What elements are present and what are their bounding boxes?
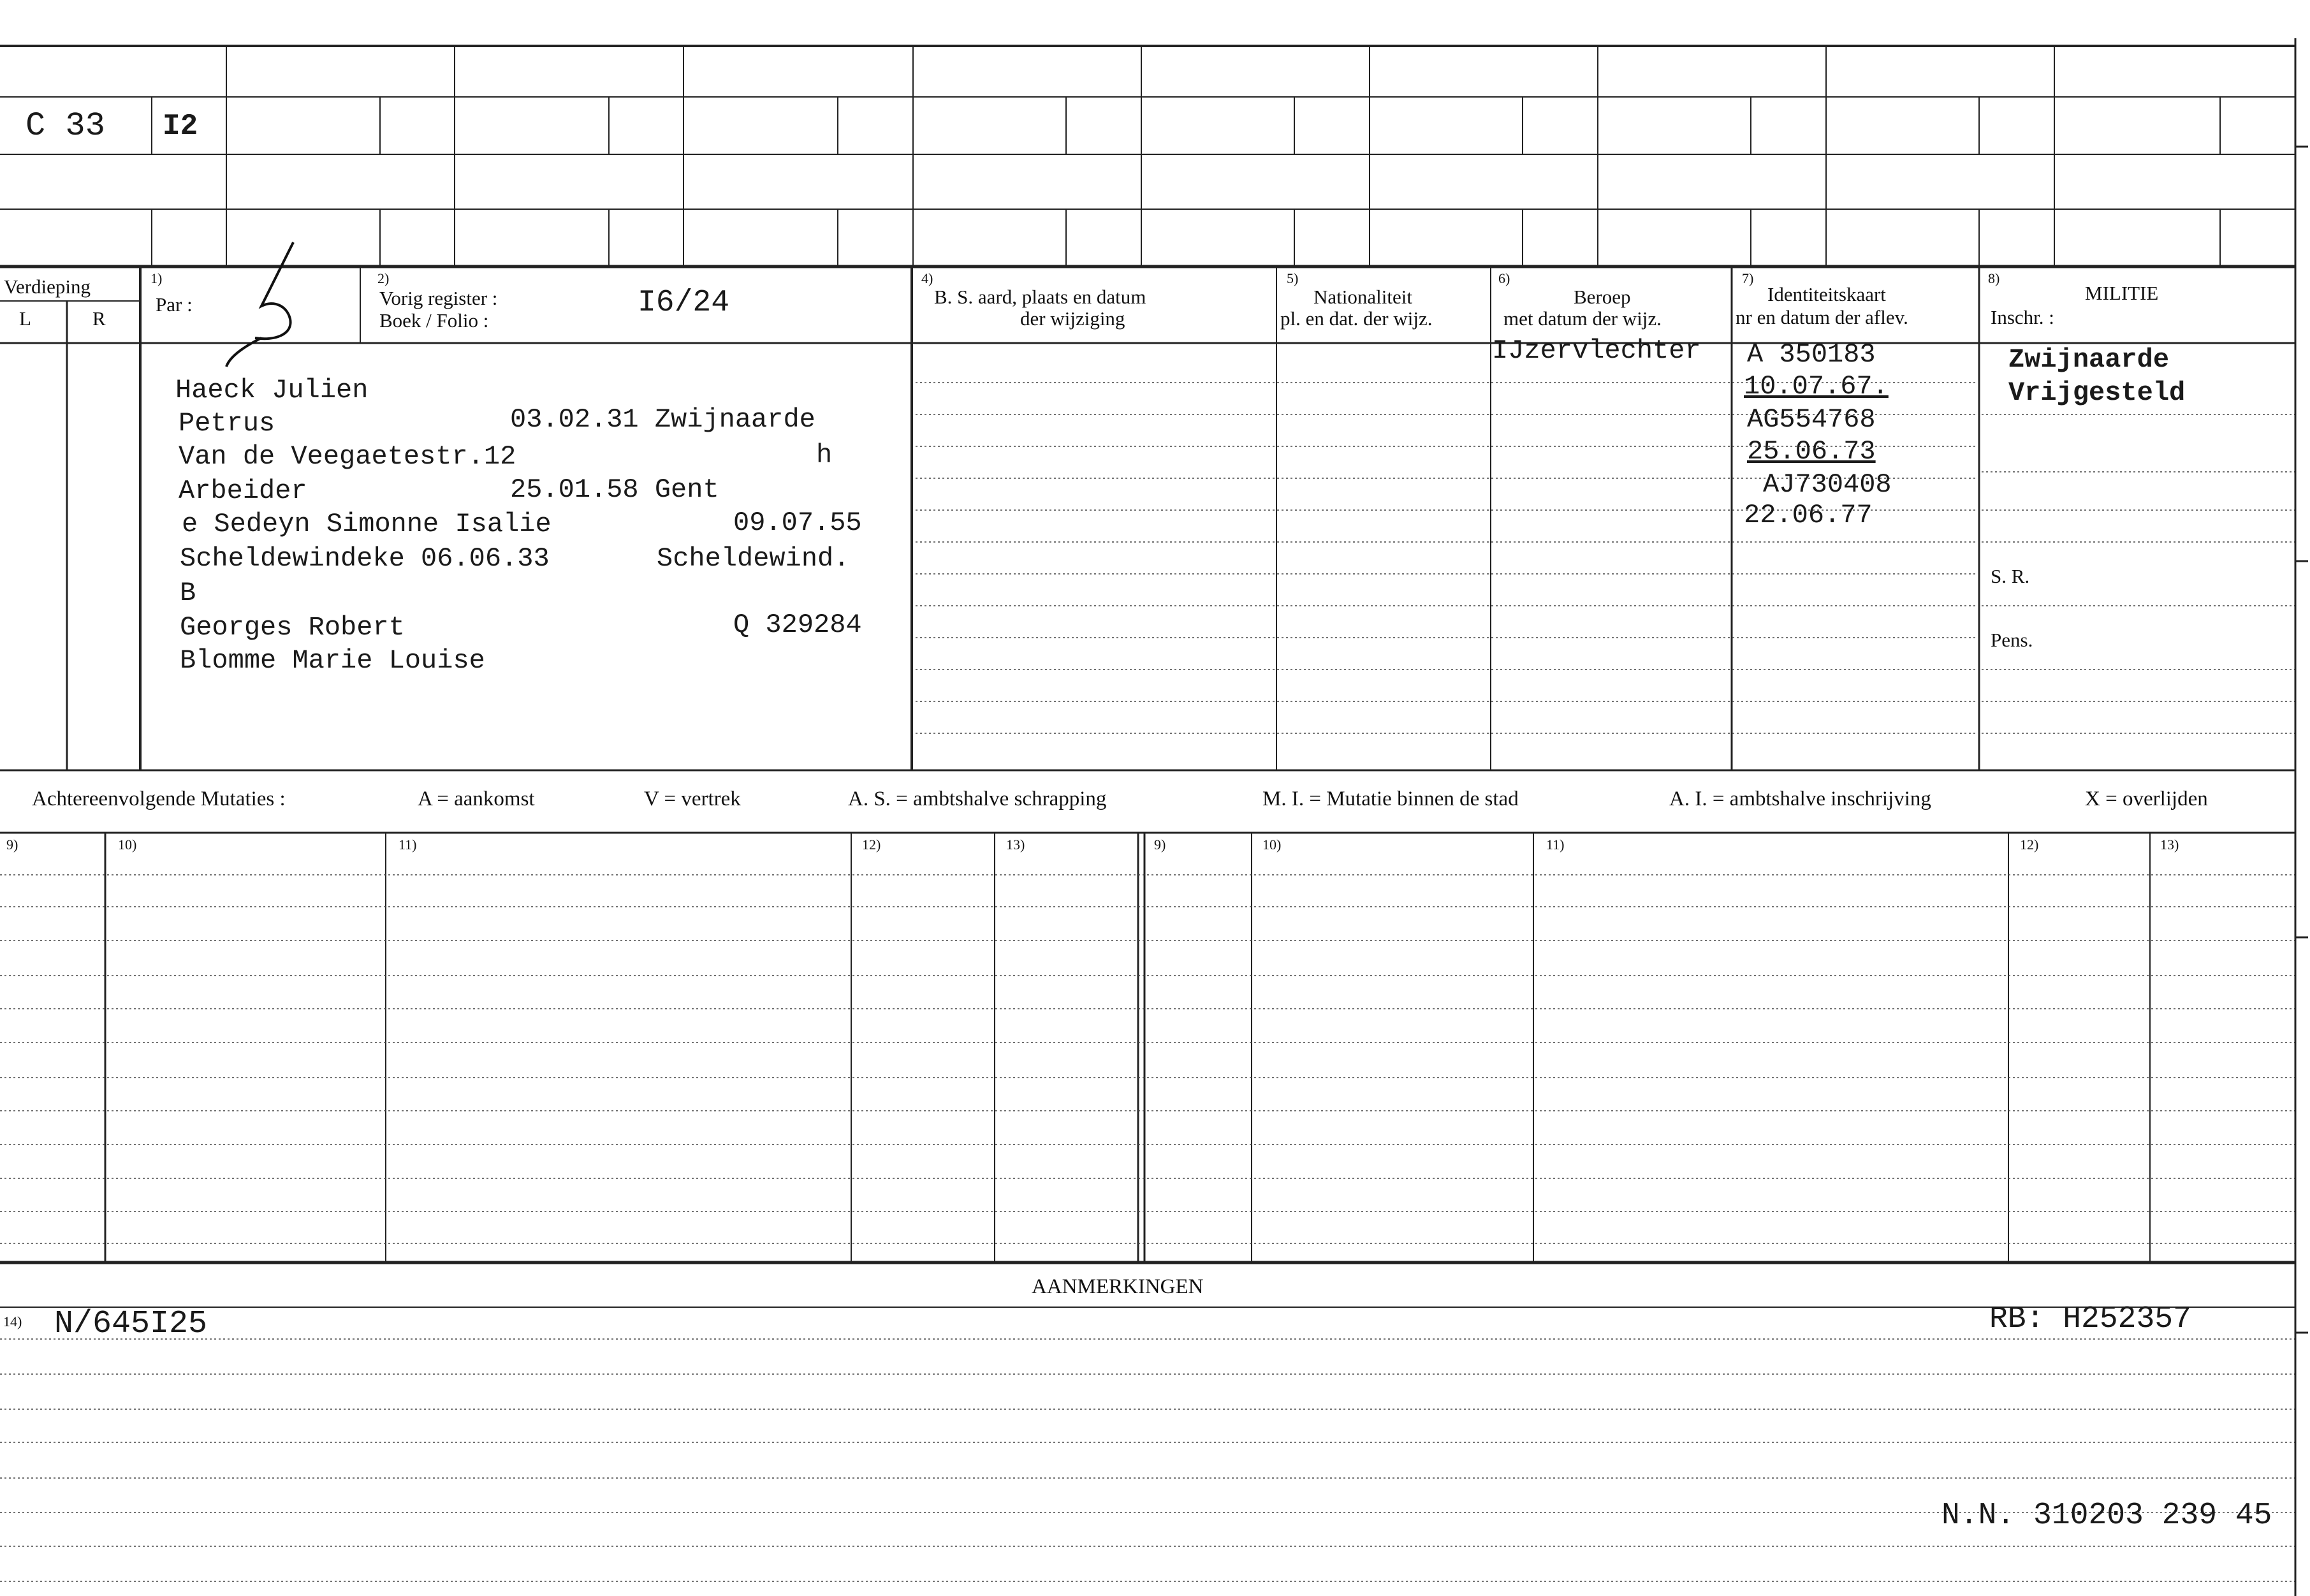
legend-vertrek: V = vertrek	[644, 787, 741, 810]
col2-number: 2)	[377, 270, 390, 286]
legend-inschrijving: A. I. = ambtshalve inschrijving	[1669, 787, 1931, 810]
person-line-7: B	[180, 578, 196, 608]
person-line-2-right: 03.02.31 Zwijnaarde	[510, 404, 815, 435]
remarks-number: 14)	[3, 1314, 22, 1329]
col7-line2: nr en datum der aflev.	[1736, 306, 1908, 328]
par-label: Par :	[156, 293, 193, 316]
pens-label: Pens.	[1991, 629, 2033, 651]
register-number: I2	[163, 110, 198, 143]
mut-right-col10: 10)	[1262, 837, 1282, 853]
person-line-4: Arbeider	[179, 476, 307, 506]
remarks-rb: RB: H252357	[1989, 1302, 2191, 1336]
boek-folio-label: Boek / Folio :	[379, 309, 489, 332]
person-line-6-right: Scheldewind.	[657, 543, 850, 574]
mut-left-col13: 13)	[1006, 837, 1025, 853]
person-line-8: Georges Robert	[180, 612, 405, 643]
person-line-2: Petrus	[179, 408, 275, 439]
person-line-9: Blomme Marie Louise	[180, 645, 485, 676]
person-line-1: Haeck Julien	[175, 375, 369, 406]
militie-title: MILITIE	[2085, 282, 2159, 304]
col4-number: 4)	[921, 270, 933, 286]
legend-title: Achtereenvolgende Mutaties :	[32, 787, 286, 810]
col6-line2: met datum der wijz.	[1503, 307, 1662, 330]
mut-left-col9: 9)	[6, 837, 18, 853]
col5-number: 5)	[1287, 270, 1299, 286]
vorig-register-label: Vorig register :	[379, 287, 498, 309]
mut-right-col9: 9)	[1154, 837, 1166, 853]
sr-label: S. R.	[1991, 565, 2030, 587]
remarks-title: AANMERKINGEN	[1032, 1275, 1204, 1298]
id-card-3: AJ730408	[1763, 469, 1892, 500]
id-card-date-3: 22.06.77	[1744, 500, 1873, 531]
remarks-code: N/645I25	[54, 1306, 208, 1342]
col1-number: 1)	[150, 270, 163, 286]
person-line-4-right: 25.01.58 Gent	[510, 474, 719, 505]
legend-schrapping: A. S. = ambtshalve schrapping	[848, 787, 1107, 810]
mut-right-col13: 13)	[2160, 837, 2179, 853]
col8-number: 8)	[1988, 270, 2000, 286]
beroep-value: IJzervlechter	[1492, 335, 1701, 366]
militie-status: Vrijgesteld	[2008, 377, 2186, 408]
verdieping-right: R	[92, 307, 106, 330]
remarks-nn: N.N. 310203 239 45	[1941, 1498, 2272, 1533]
id-card-2: AG554768	[1747, 404, 1876, 435]
legend-aankomst: A = aankomst	[418, 787, 535, 810]
militie-place: Zwijnaarde	[2008, 344, 2170, 375]
person-line-5-right: 09.07.55	[733, 508, 862, 538]
id-card-1: A 350183	[1747, 339, 1876, 370]
mut-left-col12: 12)	[862, 837, 881, 853]
person-line-6: Scheldewindeke 06.06.33	[180, 543, 550, 574]
mut-right-col12: 12)	[2020, 837, 2039, 853]
legend-overlijden: X = overlijden	[2085, 787, 2208, 810]
col4-line2: der wijziging	[1020, 307, 1125, 330]
register-code: C 33	[26, 107, 105, 145]
verdieping-label: Verdieping	[4, 275, 91, 298]
mut-left-col10: 10)	[118, 837, 137, 853]
col4-line1: B. S. aard, plaats en datum	[934, 286, 1146, 308]
col6-number: 6)	[1498, 270, 1510, 286]
id-card-date-1: 10.07.67.	[1744, 371, 1889, 402]
col5-line2: pl. en dat. der wijz.	[1280, 307, 1433, 330]
person-line-3: Van de Veegaetestr.12	[179, 441, 516, 472]
mut-right-col11: 11)	[1546, 837, 1565, 853]
person-line-3-right: h	[816, 440, 833, 471]
mut-left-col11: 11)	[398, 837, 417, 853]
handwritten-mark	[226, 242, 293, 367]
id-card-date-2: 25.06.73	[1747, 436, 1876, 467]
inschr-label: Inschr. :	[1991, 306, 2054, 328]
col7-number: 7)	[1742, 270, 1754, 286]
col6-line1: Beroep	[1574, 286, 1631, 308]
col5-line1: Nationaliteit	[1313, 286, 1412, 308]
col7-line1: Identiteitskaart	[1767, 283, 1886, 305]
verdieping-left: L	[19, 307, 31, 330]
legend-mutatie: M. I. = Mutatie binnen de stad	[1262, 787, 1519, 810]
person-line-8-right: Q 329284	[733, 610, 862, 640]
person-line-5: e Sedeyn Simonne Isalie	[182, 509, 552, 539]
vorig-register-value: I6/24	[638, 286, 730, 320]
